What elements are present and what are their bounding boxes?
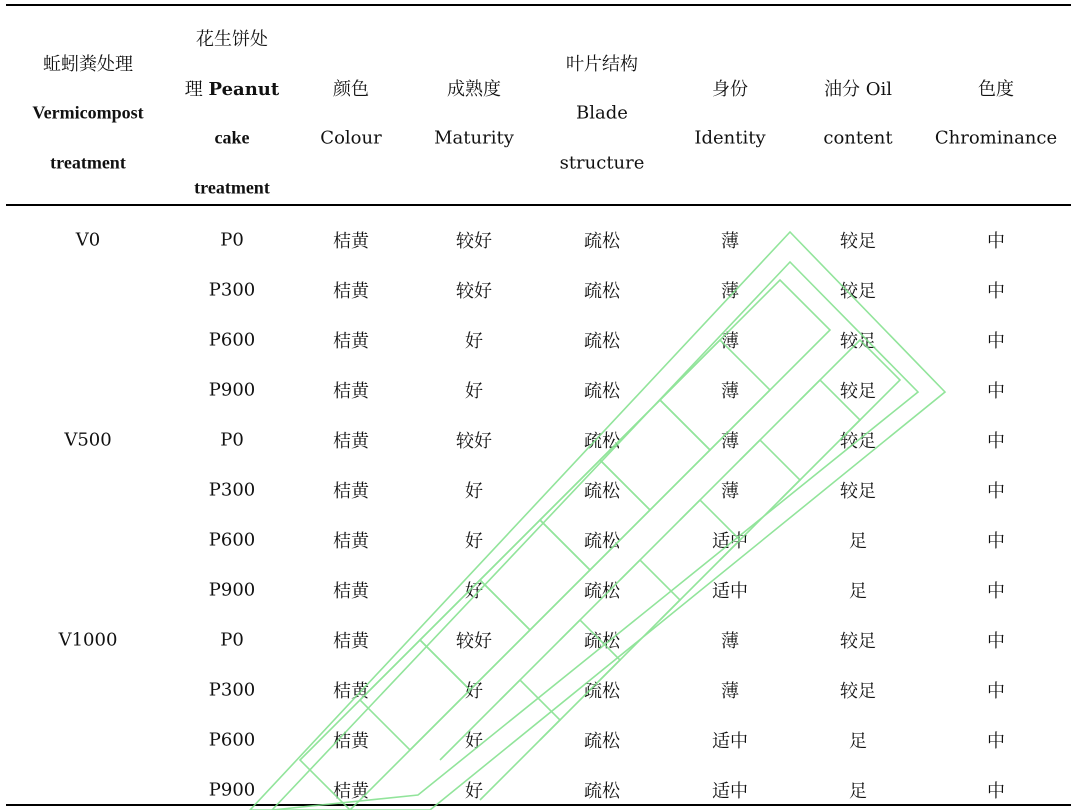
table-cell: 桔黄 [333,481,369,502]
table-cell: 桔黄 [333,331,369,352]
table-cell: 桔黄 [333,781,369,802]
column-header-line: Maturity [434,127,514,149]
table-cell: 疏松 [584,531,620,552]
table-cell: 桔黄 [333,681,369,702]
table-cell: 好 [465,381,483,402]
table-cell: 薄 [721,331,739,352]
column-header-line: 花生饼处 [196,29,268,50]
table-cell: 适中 [712,531,748,552]
table-cell: 中 [987,581,1005,602]
table-cell: 中 [987,681,1005,702]
table-cell: 适中 [712,581,748,602]
table-cell: 中 [987,331,1005,352]
column-header-line: Chrominance [934,127,1058,149]
table-cell: 疏松 [584,731,620,752]
table-cell: 疏松 [584,331,620,352]
table-cell: 适中 [712,781,748,802]
table-cell: 桔黄 [333,381,369,402]
table-cell: 薄 [721,681,739,702]
table-cell: V0 [75,229,101,251]
table-cell: P600 [208,729,256,751]
table-cell: P600 [208,329,256,351]
table-cell: 好 [465,731,483,752]
table-cell: P300 [208,679,256,701]
table-cell: 疏松 [584,381,620,402]
table-cell: 足 [849,581,867,602]
table-cell: 疏松 [584,581,620,602]
table-cell: 桔黄 [333,431,369,452]
table-cell: 较好 [456,231,492,252]
table-cell: 中 [987,731,1005,752]
table-cell: 中 [987,281,1005,302]
table-cell: 好 [465,581,483,602]
table-cell: 桔黄 [333,731,369,752]
table-cell: 好 [465,531,483,552]
column-header-line: 身份 [712,79,748,100]
table-header-rule [6,204,1071,206]
table-cell: V500 [64,429,112,451]
column-header-line: 颜色 [333,79,369,100]
table-cell: 桔黄 [333,281,369,302]
column-header-line: 色度 [978,79,1014,100]
table-cell: 适中 [712,731,748,752]
table-cell: P300 [208,279,256,301]
table-cell: 较足 [840,681,876,702]
table-cell: 较好 [456,281,492,302]
table-cell: 较好 [456,431,492,452]
table-cell: 足 [849,731,867,752]
column-header-line: 蚯蚓粪处理 [43,54,133,75]
table-cell: 好 [465,481,483,502]
table-cell: 桔黄 [333,231,369,252]
table-cell: 薄 [721,231,739,252]
column-header-line: Blade [576,102,628,124]
table-cell: 中 [987,531,1005,552]
column-header-line: content [823,127,893,149]
table-cell: 较足 [840,281,876,302]
table-cell: P900 [208,379,256,401]
table-cell: 疏松 [584,481,620,502]
table-cell: 较足 [840,631,876,652]
table-cell: P300 [208,479,256,501]
table-cell: 疏松 [584,281,620,302]
table-cell: 较足 [840,381,876,402]
table-cell: 好 [465,781,483,802]
table-cell: 较足 [840,481,876,502]
column-header-line: 油分 Oil [824,79,892,100]
table-cell: 薄 [721,481,739,502]
column-header-line: 理 Peanut [184,79,280,100]
table-cell: 疏松 [584,431,620,452]
table-cell: 较足 [840,431,876,452]
table-cell: 薄 [721,381,739,402]
column-header-line: structure [559,152,645,174]
table-cell: 疏松 [584,631,620,652]
table-cell: 较好 [456,631,492,652]
table-cell: 中 [987,381,1005,402]
table-cell: 薄 [721,281,739,302]
table-cell: P900 [208,779,256,801]
table-cell: P0 [220,629,244,651]
column-header-line: Colour [320,127,382,149]
table-cell: 薄 [721,631,739,652]
table-bottom-rule [6,804,1071,806]
column-header-line: Vermicompost [32,102,144,123]
table-cell: 足 [849,531,867,552]
table-cell: 薄 [721,431,739,452]
table-cell: 桔黄 [333,581,369,602]
table-cell: 中 [987,631,1005,652]
table-cell: P0 [220,229,244,251]
table-cell: 好 [465,681,483,702]
table-cell: P0 [220,429,244,451]
table-cell: P600 [208,529,256,551]
table-cell: V1000 [58,629,118,651]
table-cell: 中 [987,431,1005,452]
column-header-line: cake [214,127,250,148]
table-cell: 桔黄 [333,631,369,652]
column-header-line: Identity [694,127,766,149]
table-cell: 较足 [840,231,876,252]
table-cell: 中 [987,481,1005,502]
column-header-line: 叶片结构 [566,54,638,75]
column-header-line: 成熟度 [447,79,501,100]
table-cell: P900 [208,579,256,601]
table-cell: 疏松 [584,781,620,802]
table-cell: 中 [987,781,1005,802]
table-cell: 疏松 [584,681,620,702]
table-cell: 桔黄 [333,531,369,552]
table-cell: 疏松 [584,231,620,252]
column-header-line: treatment [50,152,126,173]
table-cell: 足 [849,781,867,802]
table-cell: 较足 [840,331,876,352]
table-top-rule [6,4,1071,6]
table-cell: 中 [987,231,1005,252]
table-cell: 好 [465,331,483,352]
column-header-line: treatment [194,177,270,198]
